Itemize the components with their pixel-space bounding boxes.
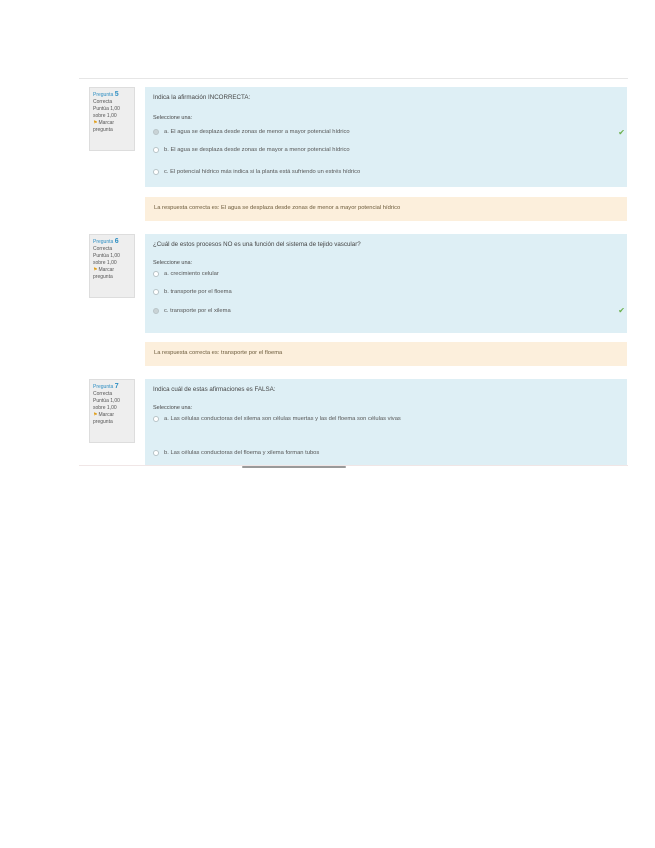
question-info-5 [89,87,135,151]
question-score: Puntúa 1,00 sobre 1,00 [93,253,120,266]
flag-icon: ⚑ [93,412,98,418]
radio-icon[interactable] [153,271,159,277]
horizontal-scrollbar[interactable] [242,466,346,468]
answer-option-label: b. transporte por el floema [164,289,232,295]
question-status: Correcta [93,391,113,397]
flag-question-link[interactable] [93,120,131,134]
question-content-7 [145,379,627,465]
feedback-box: La respuesta correcta es: transporte por el floema [145,342,627,366]
select-prompt: Seleccione una: [153,405,193,411]
answer-option-a[interactable] [153,125,625,139]
answer-option-b[interactable] [153,426,619,456]
question-info-7 [89,379,135,443]
quiz-review-frame [79,78,628,469]
answer-option-a[interactable] [153,267,619,281]
answer-option-label: a. crecimiento celular [164,271,219,277]
radio-icon[interactable] [153,169,159,175]
answer-option-label: a. El agua se desplaza desde zonas de menor a mayor potencial hídrico [164,129,350,135]
question-score: Puntúa 1,00 sobre 1,00 [93,398,120,411]
question-score: Puntúa 1,00 sobre 1,00 [93,106,120,119]
select-prompt: Seleccione una: [153,260,193,266]
flag-question-label: Marcar pregunta [93,412,115,425]
radio-icon[interactable] [153,308,159,314]
radio-icon[interactable] [153,147,159,153]
question-status: Correcta [93,99,113,105]
answer-option-label: b. Las células conductoras del floema y xilema forman tubos [164,450,320,456]
flag-icon: ⚑ [93,267,98,273]
select-prompt: Seleccione una: [153,115,193,121]
answer-option-c[interactable] [153,303,625,319]
answer-option-c[interactable] [153,161,619,183]
question-label: Pregunta [93,384,114,390]
question-number: 5 [114,91,119,98]
flag-question-link[interactable] [93,412,131,426]
question-number: 7 [114,383,119,390]
answer-option-b[interactable] [153,139,619,161]
flag-icon: ⚑ [93,120,98,126]
answer-option-label: b. El agua se desplaza desde zonas de mayor a menor potencial hídrico [164,147,350,153]
question-content-6 [145,234,627,333]
radio-icon[interactable] [153,450,159,456]
answer-option-a[interactable] [153,412,619,426]
radio-icon[interactable] [153,289,159,295]
radio-icon[interactable] [153,129,159,135]
question-status: Correcta [93,246,113,252]
answer-option-label: c. transporte por el xilema [164,308,231,314]
question-number: 6 [114,238,119,245]
question-text: ¿Cuál de estos procesos NO es una función del sistema de tejido vascular? [153,241,361,248]
flag-question-label: Marcar pregunta [93,267,115,280]
answer-option-label: a. Las células conductoras del xilema son células muertas y las del floema son células vivas [164,416,401,422]
feedback-box: La respuesta correcta es: El agua se desplaza desde zonas de menor a mayor potencial hídrico [145,197,627,221]
check-icon: ✔ [618,128,625,137]
radio-icon[interactable] [153,416,159,422]
question-text: Indica la afirmación INCORRECTA: [153,94,251,101]
question-label: Pregunta [93,92,114,98]
question-content-5 [145,87,627,187]
question-text: Indica cuál de estas afirmaciones es FALSA: [153,386,276,393]
question-label: Pregunta [93,239,114,245]
question-info-6 [89,234,135,298]
bottom-divider [79,465,628,466]
answer-option-label: c. El potencial hídrico más indica si la planta está sufriendo un estrés hídrico [164,169,361,175]
flag-question-label: Marcar pregunta [93,120,115,133]
flag-question-link[interactable] [93,267,131,281]
check-icon: ✔ [618,306,625,315]
answer-option-b[interactable] [153,281,619,303]
